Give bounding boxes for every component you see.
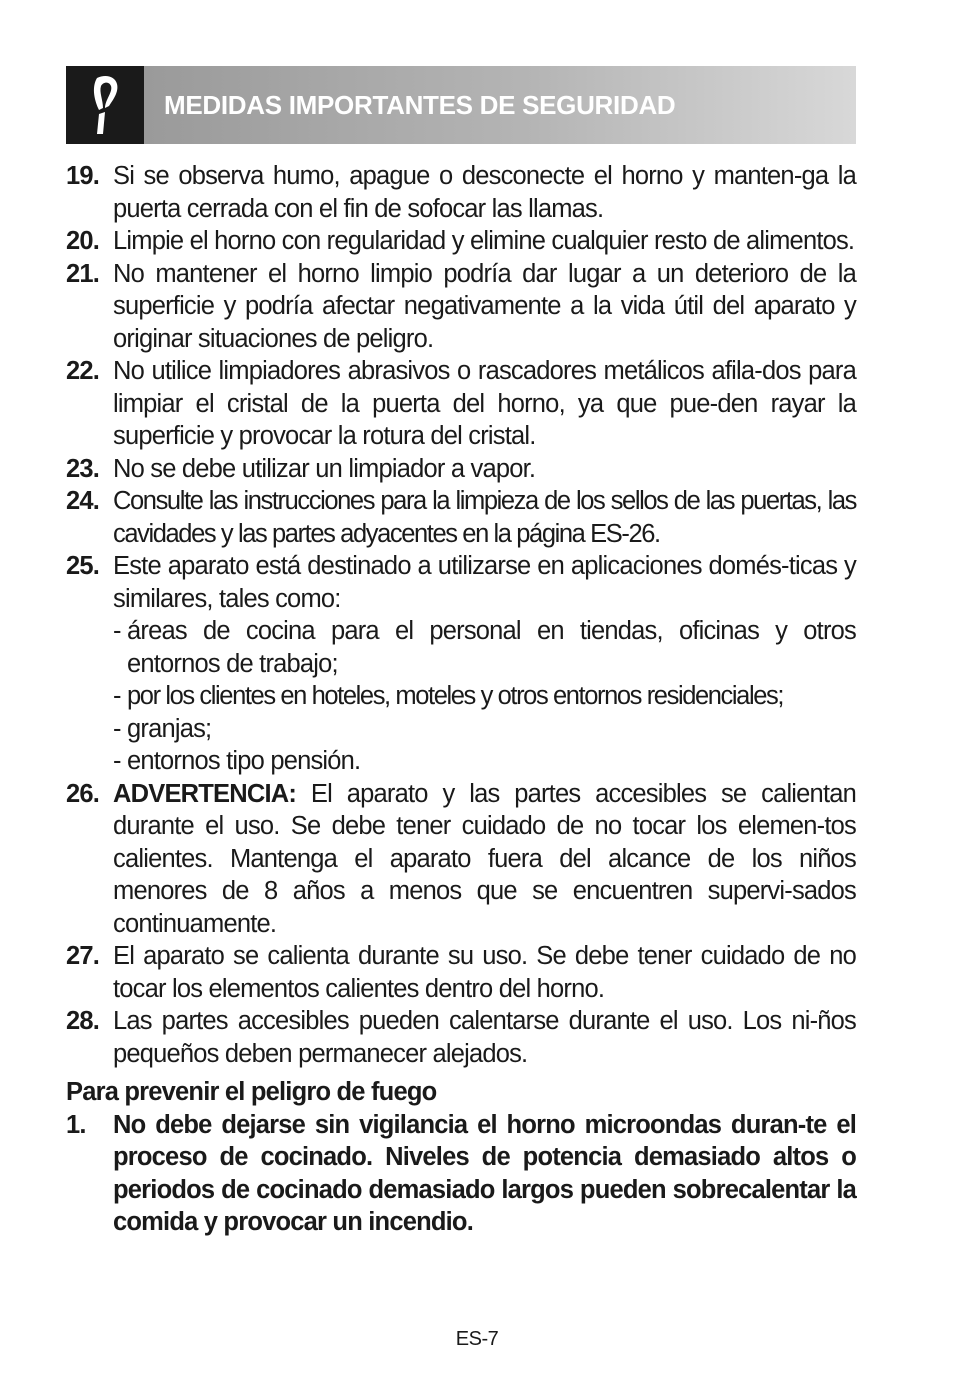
item-text — [113, 778, 856, 941]
item-text: Este aparato está destinado a utilizarse en aplicaciones domés-ticas y similares, tales como: — [113, 552, 856, 613]
sub-item-text: entornos tipo pensión. — [127, 747, 361, 775]
item-number: 26. — [66, 779, 100, 808]
sub-list-item — [66, 713, 856, 746]
item-text: No se debe utilizar un limpiador a vapor. — [113, 454, 536, 483]
list-item — [66, 355, 856, 453]
item-number: 20. — [66, 227, 100, 255]
warning-exclamation-icon — [66, 66, 144, 144]
sub-item-text: granjas; — [127, 714, 212, 743]
item-text: El aparato se calienta durante su uso. Se debe tener cuidado de no tocar los elementos calientes dentro del horno. — [113, 942, 856, 1003]
dash: - — [113, 617, 121, 645]
dash: - — [113, 714, 121, 743]
dash: - — [113, 682, 121, 710]
section-heading: Para prevenir el peligro de fuego — [66, 1078, 437, 1106]
page-title: MEDIDAS IMPORTANTES DE SEGURIDAD — [164, 89, 676, 120]
item-text: Consulte las instrucciones para la limpieza de los sellos de las puertas, las cavidades y las partes adyacentes en la página ES-26. — [113, 487, 856, 548]
dash: - — [113, 747, 121, 775]
item-text: Las partes accesibles pueden calentarse durante el uso. Los ni-ños pequeños deben permanecer alejados. — [113, 1007, 856, 1068]
item-text: No utilice limpiadores abrasivos o rascadores metálicos afila-dos para limpiar el cristal de la puerta del horno, ya que pue-den rayar la superficie y provocar la rotura del cristal. — [113, 357, 856, 450]
list-item — [66, 1109, 856, 1239]
sub-list-item — [66, 745, 856, 778]
sub-list-item — [66, 680, 856, 713]
section-header — [66, 66, 856, 144]
list-item — [66, 225, 856, 258]
item-text: Limpie el horno con regularidad y elimine cualquier resto de alimentos. — [113, 227, 855, 255]
list-item — [66, 940, 856, 1005]
header-bar — [144, 66, 856, 144]
item-number: 1. — [66, 1110, 86, 1139]
item-number: 19. — [66, 162, 100, 190]
list-item — [66, 1005, 856, 1070]
list-item — [66, 453, 856, 486]
item-number: 27. — [66, 942, 100, 970]
item-number: 21. — [66, 259, 100, 288]
safety-instructions — [66, 160, 856, 1239]
list-item — [66, 550, 856, 615]
item-text: No debe dejarse sin vigilancia el horno microondas duran-te el proceso de cocinado. Niveles de potencia demasiado altos o periodos de cocinado demasiado largos pueden sobrecalentar la comida y provocar un incendio. — [113, 1110, 856, 1236]
item-number: 22. — [66, 357, 100, 385]
item-number: 28. — [66, 1007, 100, 1035]
sub-item-text: por los clientes en hoteles, moteles y otros entornos residenciales; — [127, 682, 784, 710]
list-item-warning — [66, 778, 856, 941]
page-number: ES-7 — [455, 1328, 499, 1350]
warning-label: ADVERTENCIA: — [113, 779, 297, 808]
item-number: 25. — [66, 552, 100, 580]
list-item — [66, 485, 856, 550]
item-number: 24. — [66, 487, 100, 515]
item-text: Si se observa humo, apague o desconecte el horno y manten-ga la puerta cerrada con el fin de sofocar las llamas. — [113, 162, 856, 223]
list-item — [66, 160, 856, 225]
sub-item-text: áreas de cocina para el personal en tiendas, oficinas y otros entornos de trabajo; — [127, 617, 856, 678]
item-text: No mantener el horno limpio podría dar lugar a un deterioro de la superficie y podría afectar negativamente a la vida útil del aparato y originar situaciones de peligro. — [113, 259, 856, 353]
item-number: 23. — [66, 454, 100, 483]
warning-text: El aparato y las partes accesibles se calientan durante el uso. Se debe tener cuidado de no tocar los elemen-tos calientes. Mantenga el aparato fuera del alcance de los niños menores de 8 años a menos que se encuentren supervi-sados continuamente. — [113, 779, 856, 938]
list-item — [66, 258, 856, 356]
sub-list-item — [66, 615, 856, 680]
